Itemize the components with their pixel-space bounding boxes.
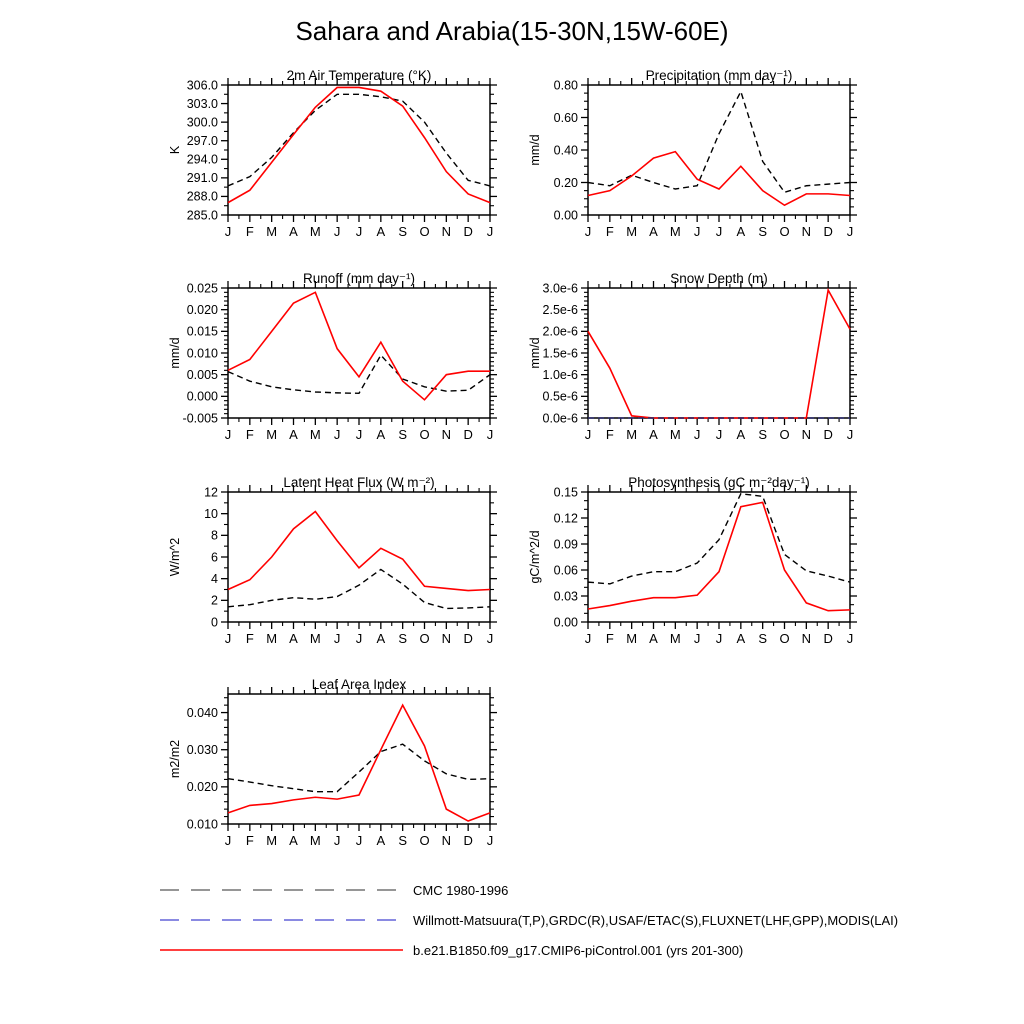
y-tick-label: 0.025: [186, 281, 218, 296]
x-tick-label: J: [693, 631, 701, 646]
x-tick-label: N: [801, 224, 812, 239]
x-tick-label: D: [463, 427, 473, 442]
x-tick-label: M: [309, 631, 321, 646]
y-tick-label: 0.09: [553, 537, 578, 552]
x-tick-label: M: [309, 427, 321, 442]
y-axis-label: mm/d: [168, 337, 182, 369]
x-tick-label: A: [649, 427, 658, 442]
series-observed: [228, 94, 490, 186]
panel-snow-depth: [526, 272, 871, 459]
x-tick-label: J: [355, 427, 363, 442]
x-tick-label: J: [333, 631, 341, 646]
legend-item-2: [160, 935, 898, 965]
x-tick-label: S: [398, 427, 408, 442]
x-tick-label: J: [333, 224, 341, 239]
panel-latent-heat-flux: [166, 476, 511, 663]
x-tick-label: N: [441, 833, 452, 848]
plot-frame: [588, 288, 850, 418]
y-tick-label: -0.005: [182, 411, 218, 426]
x-tick-label: M: [266, 833, 278, 848]
y-tick-label: 0.020: [186, 302, 218, 317]
x-tick-label: M: [309, 224, 321, 239]
series-model: [588, 502, 850, 610]
panel-air-temperature: [166, 69, 511, 256]
x-tick-label: M: [669, 427, 681, 442]
y-tick-label: 10: [204, 506, 218, 521]
series-observed: [228, 744, 490, 792]
x-tick-label: J: [333, 427, 341, 442]
plot-frame: [588, 85, 850, 215]
x-tick-label: N: [801, 427, 812, 442]
x-tick-label: O: [419, 631, 430, 646]
chart-photosynthesis: [526, 476, 871, 658]
panel-precipitation: [526, 69, 871, 256]
chart-precipitation: [526, 69, 871, 251]
x-tick-label: O: [419, 833, 430, 848]
x-tick-label: A: [289, 631, 298, 646]
x-tick-label: D: [463, 224, 473, 239]
y-tick-label: 6: [211, 550, 218, 565]
x-tick-label: D: [823, 224, 833, 239]
series-model: [588, 152, 850, 206]
x-tick-label: D: [463, 833, 473, 848]
legend-item-0: [160, 875, 898, 905]
x-tick-label: J: [846, 427, 854, 442]
y-tick-label: 3.0e-6: [542, 281, 578, 296]
x-tick-label: S: [758, 427, 768, 442]
x-tick-label: N: [801, 631, 812, 646]
x-tick-label: D: [823, 631, 833, 646]
y-tick-label: 0.040: [186, 705, 218, 720]
x-tick-label: A: [376, 427, 386, 442]
y-tick-label: 0.030: [186, 743, 218, 758]
panel-runoff: [166, 272, 511, 459]
y-tick-label: 0.5e-6: [542, 389, 578, 404]
x-tick-label: J: [224, 833, 232, 848]
y-tick-label: 297.0: [186, 134, 218, 149]
y-tick-label: 0.06: [553, 563, 578, 578]
x-tick-label: F: [245, 833, 254, 848]
series-model: [228, 705, 490, 821]
panel-title: Snow Depth (m): [670, 272, 768, 286]
chart-snow-depth: [526, 272, 871, 454]
series-model: [228, 512, 490, 591]
x-tick-label: J: [846, 631, 854, 646]
x-tick-label: J: [715, 427, 723, 442]
y-tick-label: 0.00: [553, 208, 578, 223]
x-tick-label: J: [715, 224, 723, 239]
x-tick-label: O: [779, 427, 790, 442]
y-tick-label: 2.0e-6: [542, 324, 578, 339]
x-tick-label: O: [419, 427, 430, 442]
x-tick-label: J: [693, 427, 701, 442]
y-axis-label: gC/m^2/d: [528, 530, 542, 584]
x-tick-label: A: [649, 224, 658, 239]
y-tick-label: 0.03: [553, 589, 578, 604]
x-tick-label: D: [823, 427, 833, 442]
x-tick-label: O: [779, 631, 790, 646]
y-tick-label: 0.000: [186, 389, 218, 404]
chart-latent-heat-flux: [166, 476, 511, 658]
x-tick-label: F: [245, 224, 254, 239]
y-tick-label: 300.0: [186, 115, 218, 130]
series-model: [588, 290, 850, 418]
x-tick-label: A: [736, 631, 746, 646]
chart-runoff: [166, 272, 511, 454]
x-tick-label: N: [441, 427, 452, 442]
x-tick-label: J: [715, 631, 723, 646]
y-tick-label: 2: [211, 593, 218, 608]
x-tick-label: A: [289, 427, 298, 442]
x-tick-label: J: [355, 631, 363, 646]
panel-title: Photosynthesis (gC m⁻²day⁻¹): [628, 476, 810, 490]
panel-title: Precipitation (mm day⁻¹): [645, 69, 793, 83]
x-tick-label: M: [626, 427, 638, 442]
x-tick-label: N: [441, 631, 452, 646]
x-tick-label: J: [333, 833, 341, 848]
y-tick-label: 0.40: [553, 143, 578, 158]
y-tick-label: 0.010: [186, 817, 218, 832]
panel-title: 2m Air Temperature (°K): [286, 69, 432, 83]
x-tick-label: J: [355, 833, 363, 848]
y-tick-label: 285.0: [186, 208, 218, 223]
x-tick-label: S: [398, 224, 408, 239]
x-tick-label: O: [779, 224, 790, 239]
x-tick-label: M: [669, 224, 681, 239]
y-axis-label: mm/d: [528, 134, 542, 166]
plot-frame: [228, 492, 490, 622]
x-tick-label: J: [224, 631, 232, 646]
x-tick-label: F: [605, 631, 614, 646]
chart-air-temperature: [166, 69, 511, 251]
x-tick-label: A: [376, 631, 386, 646]
legend: [160, 875, 898, 965]
y-tick-label: 12: [204, 485, 218, 500]
x-tick-label: A: [736, 427, 746, 442]
y-tick-label: 0.0e-6: [542, 411, 578, 426]
y-axis-label: K: [168, 145, 182, 155]
x-tick-label: S: [398, 631, 408, 646]
legend-item-1: [160, 905, 898, 935]
y-tick-label: 0.12: [553, 511, 578, 526]
x-tick-label: M: [266, 224, 278, 239]
series-model: [228, 87, 490, 202]
y-tick-label: 0.005: [186, 367, 218, 382]
y-tick-label: 2.5e-6: [542, 302, 578, 317]
series-model: [228, 292, 490, 399]
y-axis-label: W/m^2: [168, 537, 182, 577]
y-tick-label: 0.010: [186, 346, 218, 361]
y-tick-label: 306.0: [186, 78, 218, 93]
x-tick-label: A: [376, 833, 386, 848]
x-tick-label: D: [463, 631, 473, 646]
legend-line-solid: [160, 945, 404, 955]
x-tick-label: J: [584, 631, 592, 646]
chart-leaf-area-index: [166, 678, 511, 860]
y-tick-label: 1.5e-6: [542, 346, 578, 361]
x-tick-label: M: [626, 631, 638, 646]
x-tick-label: J: [486, 427, 494, 442]
x-tick-label: J: [486, 631, 494, 646]
x-tick-label: F: [245, 427, 254, 442]
x-tick-label: F: [605, 427, 614, 442]
y-tick-label: 294.0: [186, 152, 218, 167]
plot-frame: [228, 85, 490, 215]
x-tick-label: M: [309, 833, 321, 848]
y-tick-label: 0.60: [553, 110, 578, 125]
panel-title: Latent Heat Flux (W m⁻²): [283, 476, 435, 490]
x-tick-label: F: [245, 631, 254, 646]
x-tick-label: J: [224, 427, 232, 442]
x-tick-label: A: [289, 833, 298, 848]
x-tick-label: A: [289, 224, 298, 239]
x-tick-label: J: [355, 224, 363, 239]
x-tick-label: A: [376, 224, 386, 239]
y-tick-label: 0.15: [553, 485, 578, 500]
x-tick-label: S: [758, 224, 768, 239]
plot-frame: [228, 288, 490, 418]
panel-photosynthesis: [526, 476, 871, 663]
series-observed: [588, 92, 850, 193]
x-tick-label: J: [486, 833, 494, 848]
x-tick-label: J: [224, 224, 232, 239]
y-tick-label: 0.80: [553, 78, 578, 93]
y-tick-label: 0.00: [553, 615, 578, 630]
x-tick-label: S: [758, 631, 768, 646]
y-tick-label: 288.0: [186, 189, 218, 204]
panel-title: Runoff (mm day⁻¹): [303, 272, 415, 286]
x-tick-label: J: [846, 224, 854, 239]
x-tick-label: J: [693, 224, 701, 239]
x-tick-label: M: [626, 224, 638, 239]
y-tick-label: 0.015: [186, 324, 218, 339]
legend-label: b.e21.B1850.f09_g17.CMIP6-piControl.001 (yrs 201-300): [413, 942, 744, 958]
x-tick-label: A: [736, 224, 746, 239]
x-tick-label: J: [584, 427, 592, 442]
panel-leaf-area-index: [166, 678, 511, 865]
y-axis-label: m2/m2: [168, 739, 182, 779]
x-tick-label: M: [669, 631, 681, 646]
y-tick-label: 0: [211, 615, 218, 630]
x-tick-label: A: [649, 631, 658, 646]
legend-line-dashed: [160, 885, 404, 895]
x-tick-label: M: [266, 427, 278, 442]
x-tick-label: M: [266, 631, 278, 646]
legend-label: Willmott-Matsuura(T,P),GRDC(R),USAF/ETAC(S),FLUXNET(LHF,GPP),MODIS(LAI): [413, 912, 899, 928]
y-tick-label: 8: [211, 528, 218, 543]
y-tick-label: 1.0e-6: [542, 367, 578, 382]
y-tick-label: 4: [211, 571, 218, 586]
x-tick-label: S: [398, 833, 408, 848]
x-tick-label: O: [419, 224, 430, 239]
x-tick-label: F: [605, 224, 614, 239]
legend-label: CMC 1980-1996: [413, 882, 509, 898]
y-tick-label: 303.0: [186, 96, 218, 111]
y-tick-label: 0.20: [553, 175, 578, 190]
panel-title: Leaf Area Index: [311, 678, 407, 692]
page-title: Sahara and Arabia(15-30N,15W-60E): [295, 16, 729, 46]
x-tick-label: N: [441, 224, 452, 239]
y-axis-label: mm/d: [528, 337, 542, 369]
y-tick-label: 291.0: [186, 171, 218, 186]
y-tick-label: 0.020: [186, 780, 218, 795]
x-tick-label: J: [486, 224, 494, 239]
x-tick-label: J: [584, 224, 592, 239]
legend-line-dashed: [160, 915, 404, 925]
